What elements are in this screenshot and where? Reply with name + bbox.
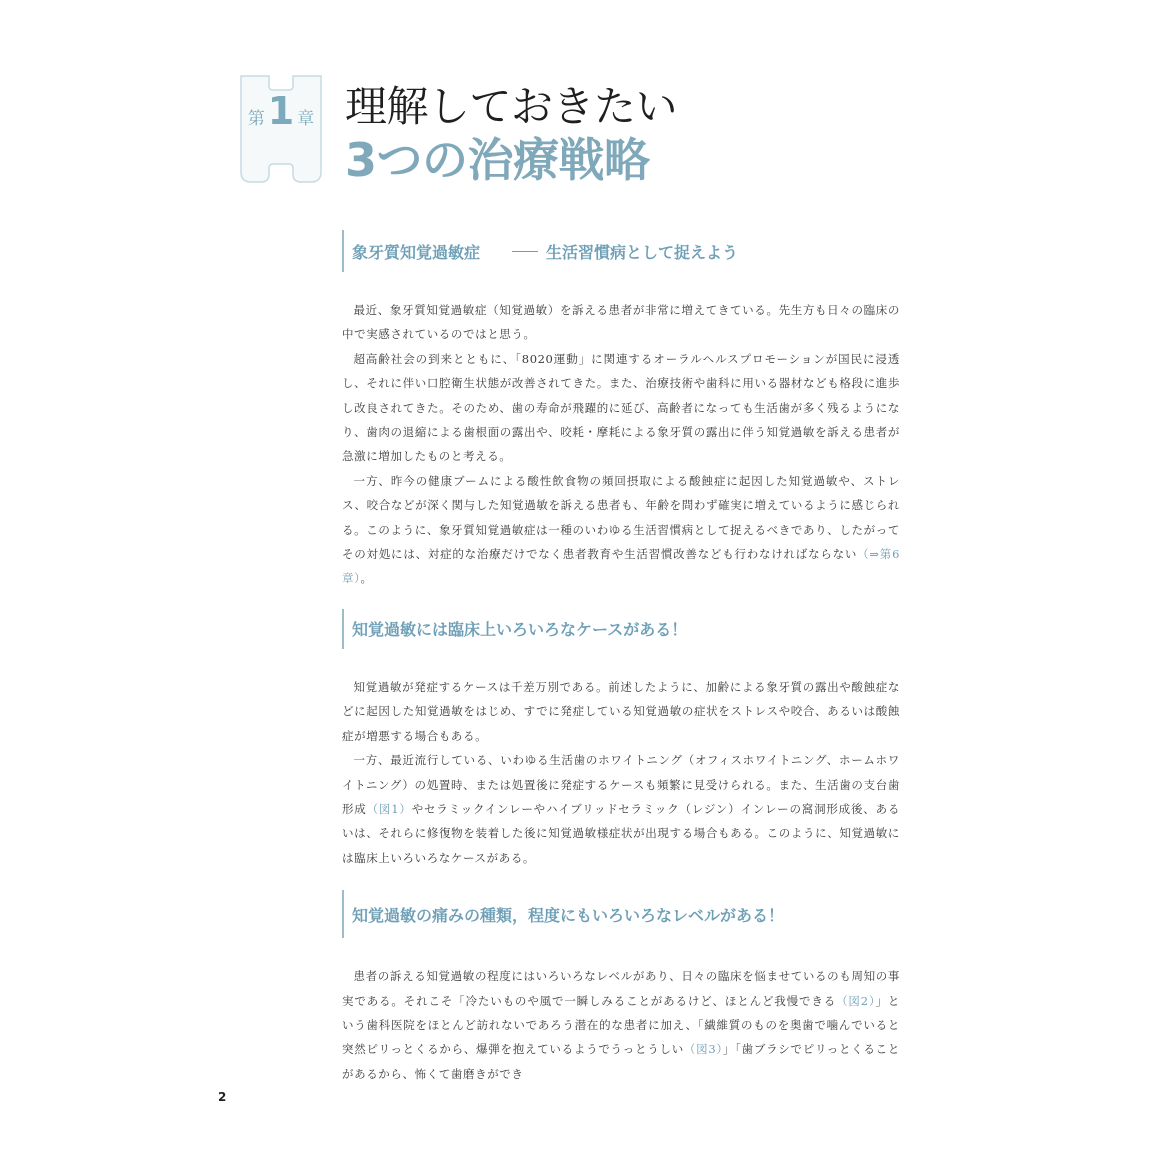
paragraph: 最近、象牙質知覚過敏症（知覚過敏）を訴える患者が非常に増えてきている。先生方も日々の臨床の中で実感されているのではと思う。	[342, 303, 900, 342]
paragraph-text: 」という歯科医院をほとんど訪れないであろう潜在的な患者に加え、「繊維質のものを奥歯で噛んでいると突然ピリっとくるから、爆弾を抱えているようでうっとうしい	[342, 993, 901, 1057]
chapter-number: 1	[267, 89, 295, 133]
chapter-reference: （⇒第6章）	[342, 547, 900, 586]
chapter-badge	[238, 72, 324, 186]
chapter-suffix: 章	[297, 109, 315, 129]
section-heading-1-subtitle: 生活習慣病として捉えよう	[546, 242, 739, 262]
section-heading-3	[342, 890, 900, 938]
figure-reference: （図2）	[836, 993, 876, 1008]
paragraph: 知覚過敏が発症するケースは千差万別である。前述したように、加齢による象牙質の露出や酸蝕症などに起因した知覚過敏をはじめ、すでに発症している知覚過敏の症状をストレスや咬合、あるいは酸蝕症が増悪する場合もある。	[342, 679, 900, 743]
section-heading-1	[342, 230, 900, 272]
section-1-body	[342, 298, 900, 591]
paragraph	[342, 748, 900, 870]
figure-reference: （図1）	[366, 801, 412, 816]
paragraph	[342, 964, 900, 1086]
section-heading-2	[342, 609, 900, 649]
chapter-prefix: 第	[247, 109, 265, 129]
section-heading-2-title: 知覚過敏には臨床上いろいろなケースがある！	[352, 620, 688, 640]
figure-reference: （図3）	[683, 1042, 723, 1057]
chapter-title-line1: 理解しておきたい	[345, 82, 678, 131]
paragraph-text: 一方、最近流行している、いわゆる生活歯のホワイトニング（オフィスホワイトニング、ホームホワイトニング）の処置時、または処置後に発症するケースも頻繁に見受けられる。また、生活歯の支台歯形成	[342, 753, 900, 816]
paragraph-text: 」「歯ブラシでピリっとくることがあるから、怖くて歯磨きができ	[342, 1042, 900, 1081]
section-2-body	[342, 675, 900, 870]
page-number: 2	[218, 1090, 227, 1104]
paragraph-text: 一方、昨今の健康ブームによる酸性飲食物の頻回摂取による酸蝕症に起因した知覚過敏や、ストレス、咬合などが深く関与した知覚過敏を訴える患者も、年齢を問わず確実に増えているように感じられる。このように、象牙質知覚過敏症は一種のいわゆる生活習慣病として捉えるべきであり、したがってその対処には、対症的な治療だけでなく患者教育や生活習慣改善なども行わなければならない	[342, 473, 900, 562]
paragraph: 超高齢社会の到来とともに、「8020運動」に関連するオーラルヘルスプロモーションが国民に浸透し、それに伴い口腔衛生状態が改善されてきた。また、治療技術や歯科に用いる器材なども格段に進歩し改良されてきた。そのため、歯の寿命が飛躍的に延び、高齢者になっても生活歯が多く残るようになり、歯肉の退縮による歯根面の露出や、咬耗・摩耗による象牙質の露出に伴う知覚過敏を訴える患者が急激に増加したものと考える。	[342, 351, 900, 464]
section-heading-1-title: 象牙質知覚過敏症	[352, 242, 481, 262]
paragraph-text: 患者の訴える知覚過敏の程度にはいろいろなレベルがあり、日々の臨床を悩ませているのも周知の事実である。それこそ「冷たいものや風で一瞬しみることがあるけど、ほとんど我慢できる	[342, 969, 900, 1008]
section-3-body	[342, 964, 900, 1086]
paragraph	[342, 469, 900, 591]
main-content	[342, 230, 900, 1086]
section-heading-3-title: 知覚過敏の痛みの種類，程度にもいろいろなレベルがある！	[352, 905, 785, 925]
paragraph-text: やセラミックインレーやハイブリッドセラミック（レジン）インレーの窩洞形成後、あるいは、それらに修復物を装着した後に知覚過敏様症状が出現する場合もある。このように、知覚過敏には臨床上いろいろなケースがある。	[342, 801, 901, 865]
chapter-label	[238, 89, 324, 133]
chapter-title-line2: 3つの治療戦略	[345, 133, 650, 187]
paragraph-end: 。	[360, 571, 373, 586]
heading-dash	[512, 251, 538, 252]
